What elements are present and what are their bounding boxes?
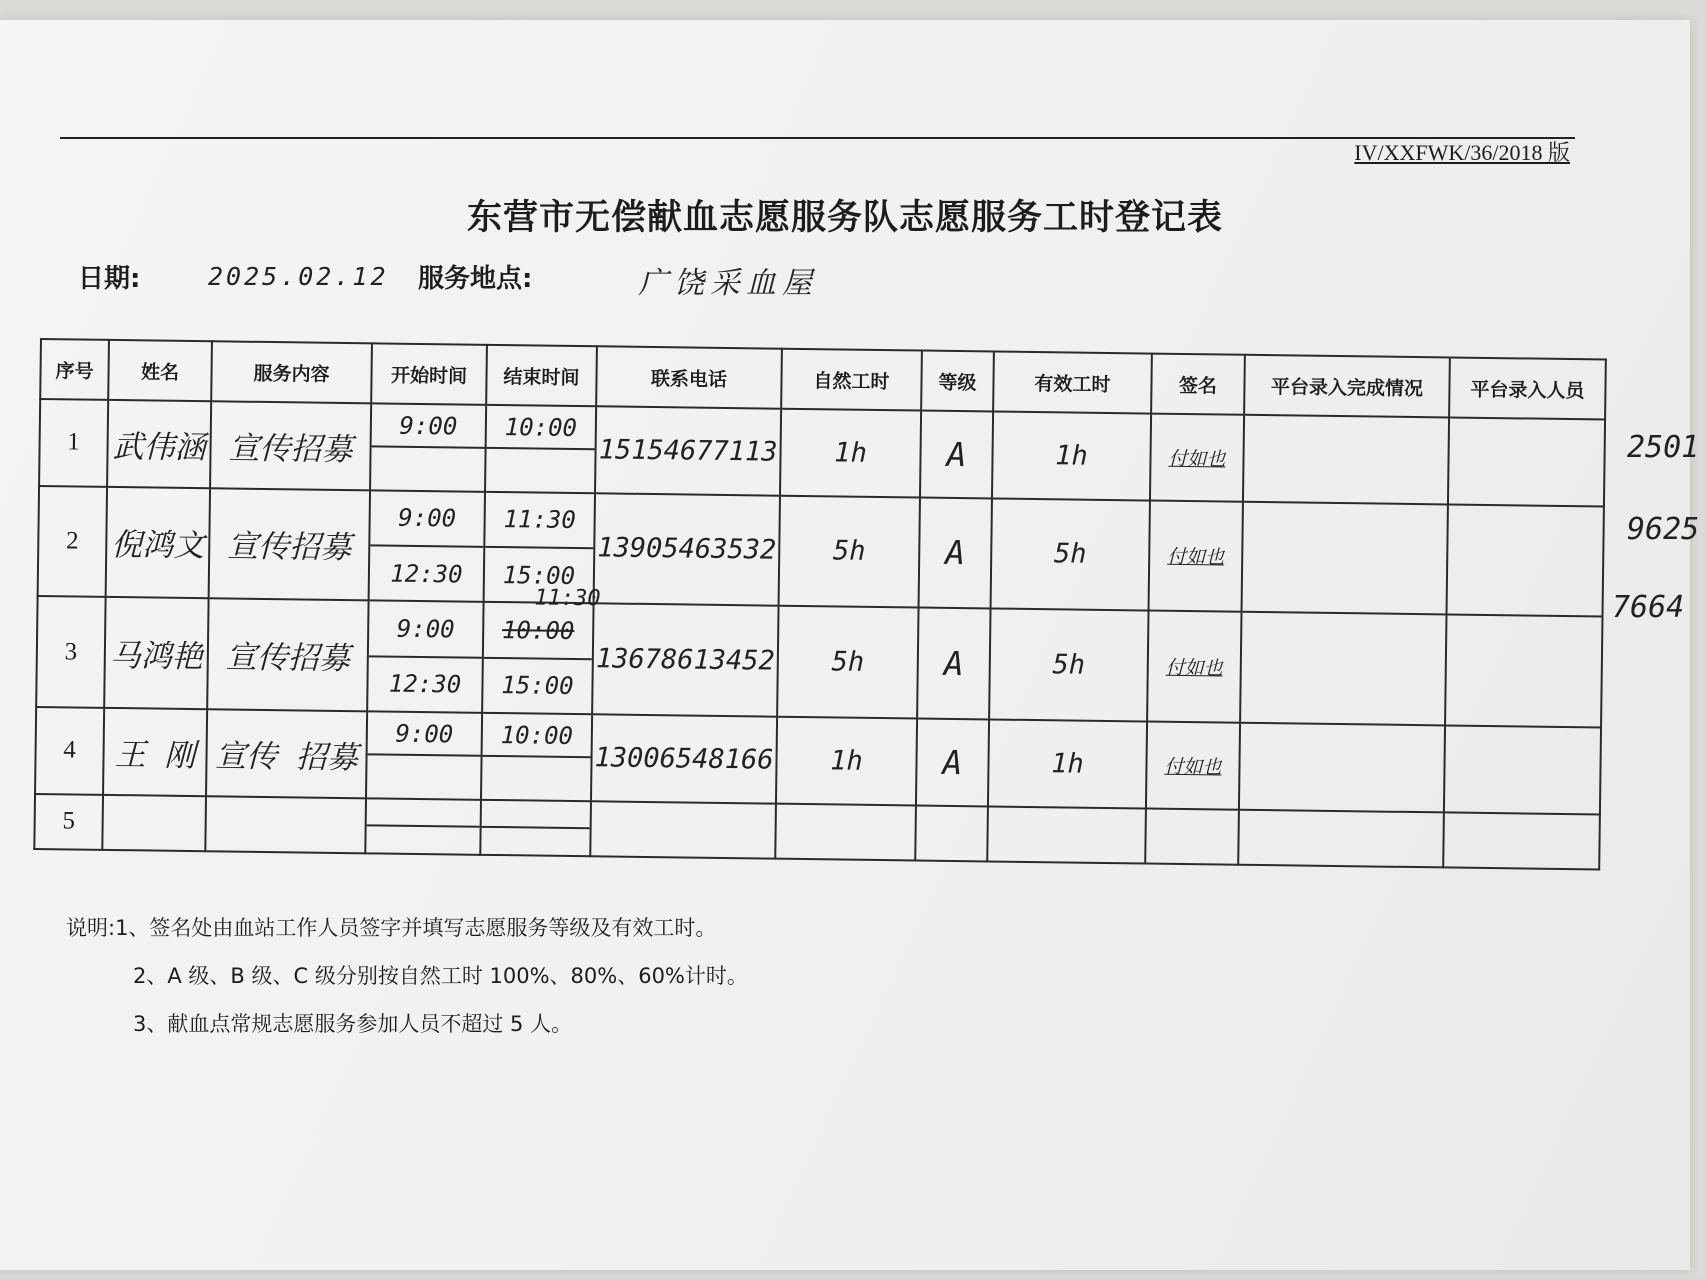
start-time-cell [366,711,482,799]
start-time-cell [367,601,483,713]
start-time-cell [369,490,485,602]
row-number: 5 [34,794,103,850]
end-time-slots [482,714,591,800]
staff-signature [1145,808,1239,865]
start-time-slots [367,712,481,798]
start-time-slots [366,799,480,854]
end-time-slot [485,493,594,548]
col-header-effective-hours: 有效工时 [993,351,1152,413]
note-line-1: 说明:1、签名处由血站工作人员签字并填写志愿服务等级及有效工时。 [66,916,717,940]
natural-hours [775,803,916,860]
service-content: 宣传 招募 [206,709,367,798]
platform-staff [1445,615,1602,728]
end-time-cell [482,585,601,714]
phone-number: 15154677113 [595,406,781,495]
platform-status [1242,501,1448,614]
col-header-platform-staff: 平台录入人员 [1449,357,1606,419]
meta-row [78,258,978,308]
date-label: 日期: [78,264,141,294]
col-header-no: 序号 [40,339,109,400]
effective-hours: 5h [991,498,1150,611]
start-time-slots [370,491,484,601]
date-value: 2025.02.12 [208,262,389,291]
table-row [36,596,1602,727]
phone-number: 13905463532 [594,493,780,606]
natural-hours: 1h [776,717,917,805]
form-code: IV/XXFWK/36/2018 版 [1354,140,1570,165]
effective-hours: 5h [989,609,1148,722]
end-time-cell [480,799,591,856]
start-time-slot [368,655,482,712]
service-content: 宣传招募 [210,401,371,490]
service-content: 宣传招募 [207,599,368,712]
col-header-grade: 等级 [921,351,994,412]
staff-signature: 付如也 [1146,721,1240,809]
col-header-phone: 联系电话 [596,346,782,408]
end-time-value: 15:00 [502,560,576,590]
note-line-2: 2、A 级、B 级、C 级分别按自然工时 100%、80%、60%计时。 [133,964,748,988]
volunteer-name: 武伟涵 [107,400,211,488]
end-time-value: 10:00 [501,616,575,645]
platform-staff [1444,725,1601,814]
platform-staff [1443,812,1600,869]
end-time-slot [481,826,589,855]
margin-note-row-2: 9625 [1627,512,1700,547]
form-sheet [0,20,1700,1270]
platform-status [1238,809,1444,867]
header-rule [60,137,1575,139]
row-number: 1 [39,399,108,487]
service-grade: A [916,718,989,806]
end-time-value: 10:00 [504,412,578,442]
start-time-value: 9:00 [398,504,457,533]
staff-signature: 付如也 [1147,611,1241,723]
natural-hours: 5h [777,606,918,718]
service-grade [915,805,988,861]
natural-hours: 1h [780,409,921,497]
start-time-slots [368,602,482,712]
start-time-cell [370,403,486,491]
platform-staff [1448,417,1605,506]
natural-hours: 5h [779,495,920,607]
end-time-cell [485,405,596,493]
start-time-value: 12:30 [388,669,462,699]
start-time-value: 9:00 [395,719,454,749]
row-number: 3 [36,596,105,708]
end-time-value: 10:00 [500,720,574,750]
end-time-value: 15:00 [501,671,574,701]
service-grade: A [920,411,993,499]
start-time-slots [371,404,485,490]
end-time-slot [484,585,601,658]
note-line-3: 3、献血点常规志愿服务参加人员不超过 5 人。 [133,1012,573,1036]
start-time-value: 9:00 [399,411,458,441]
platform-status [1239,723,1445,812]
row-number: 4 [35,707,104,795]
start-time-slot [367,799,480,826]
margin-note-row-1: 2501 [1627,430,1700,465]
end-time-slot [483,656,592,713]
col-header-content: 服务内容 [211,341,372,403]
staff-signature: 付如也 [1149,500,1243,612]
phone-number [590,801,776,859]
service-grade: A [917,608,990,720]
service-content [205,796,366,853]
effective-hours: 1h [988,719,1147,808]
volunteer-name: 王 刚 [103,708,207,796]
service-content: 宣传招募 [209,488,370,601]
col-header-platform-status: 平台录入完成情况 [1244,355,1450,418]
col-header-end: 结束时间 [486,345,597,406]
margin-note-row-3: 7664 [1612,590,1685,625]
end-time-cell [481,713,592,801]
staff-signature: 付如也 [1150,414,1244,502]
end-time-slot [482,800,590,827]
start-time-value: 12:30 [390,559,463,589]
col-header-name: 姓名 [108,340,212,401]
start-time-cell [365,798,481,855]
start-time-slot [369,602,483,657]
start-time-slot [368,712,482,755]
effective-hours: 1h [992,411,1151,500]
location-value: 广饶采血屋 [638,266,818,301]
end-time-slots [483,585,601,713]
end-time-slot [482,755,591,800]
end-time-slot [487,406,596,449]
end-time-slot [486,447,595,492]
end-time-value: 11:30 [503,505,576,535]
col-header-natural-hours: 自然工时 [781,349,922,411]
col-header-start: 开始时间 [371,343,487,405]
volunteer-name: 马鸿艳 [104,597,208,709]
start-time-slot [371,446,485,491]
platform-status [1243,415,1449,504]
hours-ledger [33,338,1605,870]
start-time-slot [370,491,484,546]
end-time-slot [483,714,592,757]
platform-staff [1446,504,1603,617]
effective-hours [987,806,1146,863]
volunteer-name: 倪鸿文 [106,487,210,599]
end-time-slots [481,800,590,855]
phone-number: 13678613452 [592,604,778,717]
end-time-slots [486,406,595,492]
service-grade: A [919,497,992,609]
volunteer-name [102,794,206,851]
row-number: 2 [38,486,107,598]
start-time-slot [366,825,479,854]
phone-number: 13006548166 [591,714,777,803]
form-title: 东营市无偿献血志愿服务队志愿服务工时登记表 [466,198,1223,238]
start-time-slot [372,404,486,447]
table-row [38,486,1604,617]
platform-status [1240,612,1446,725]
start-time-slot [370,544,484,601]
col-header-signature: 签名 [1151,354,1245,415]
location-label: 服务地点: [418,264,533,294]
end-time-correction: 11:30 [534,585,601,612]
start-time-slot [367,754,481,799]
start-time-value: 9:00 [396,614,455,644]
